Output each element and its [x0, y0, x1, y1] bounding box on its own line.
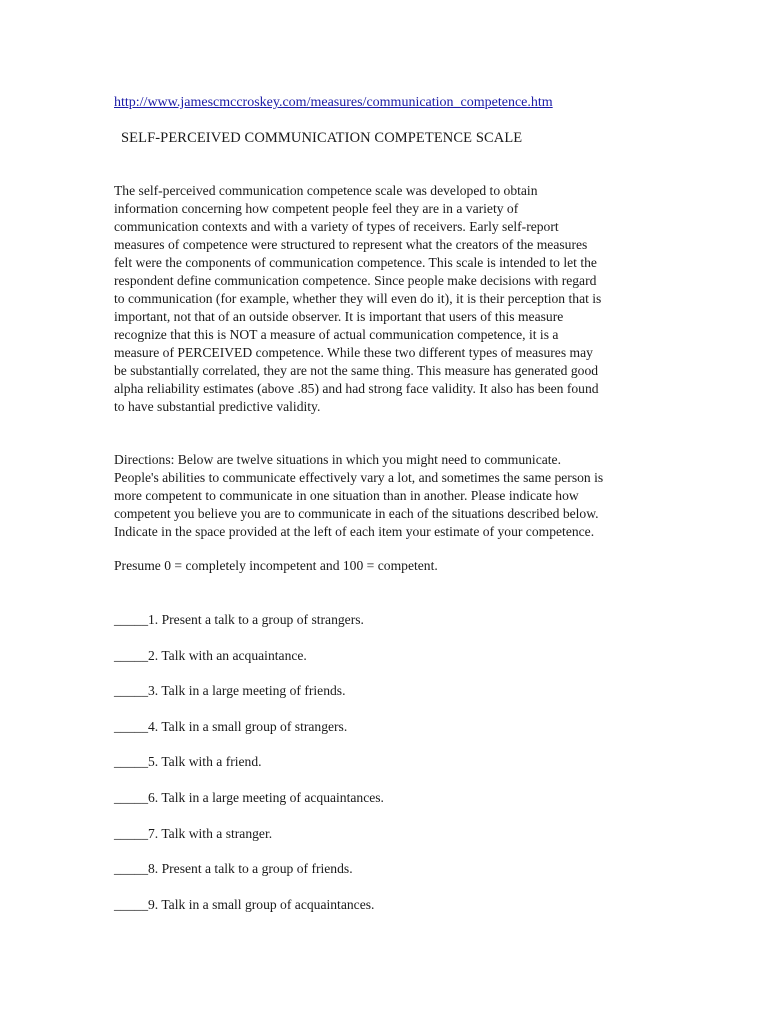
list-item: _____5. Talk with a friend.: [114, 754, 262, 770]
intro-line: alpha reliability estimates (above .85) and had strong face validity. It also has been found: [114, 381, 599, 396]
list-item: _____1. Present a talk to a group of strangers.: [114, 612, 364, 627]
intro-line: The self-perceived communication competence scale was developed to obtain: [114, 183, 538, 198]
directions-line: People's abilities to communicate effectively vary a lot, and sometimes the same person is: [114, 470, 604, 485]
directions-paragraph: [114, 451, 674, 541]
intro-line: to have substantial predictive validity.: [114, 399, 321, 414]
intro-line: to communication (for example, whether they will even do it), it is their perception that is: [114, 291, 602, 306]
intro-line: respondent define communication competence. Since people make decisions with regard: [114, 273, 597, 288]
directions-line: Indicate in the space provided at the left of each item your estimate of your competence.: [114, 524, 595, 539]
list-item: _____6. Talk in a large meeting of acquaintances.: [114, 789, 384, 805]
intro-line: communication contexts and with a variety of types of receivers. Early self-report: [114, 219, 559, 234]
directions-line: competent you believe you are to communicate in each of the situations described below.: [114, 506, 599, 521]
intro-line: information concerning how competent people feel they are in a variety of: [114, 201, 519, 216]
list-item: _____2. Talk with an acquaintance.: [114, 647, 307, 663]
directions-line: more competent to communicate in one situation than in another. Please indicate how: [114, 488, 579, 503]
list-item: _____9. Talk in a small group of acquaintances.: [114, 896, 375, 912]
intro-line: important, not that of an outside observer. It is important that users of this measure: [114, 309, 564, 324]
list-item: _____3. Talk in a large meeting of friends.: [114, 683, 346, 699]
document-title: SELF-PERCEIVED COMMUNICATION COMPETENCE SCALE: [121, 130, 523, 146]
intro-line: recognize that this is NOT a measure of actual communication competence, it is a: [114, 327, 559, 342]
intro-line: measures of competence were structured to represent what the creators of the measures: [114, 237, 588, 252]
source-url-link[interactable]: http://www.jamescmccroskey.com/measures/communication_competence.htm: [114, 95, 553, 110]
scale-instruction: Presume 0 = completely incompetent and 100 = competent.: [114, 558, 438, 573]
list-item: _____8. Present a talk to a group of friends.: [114, 861, 353, 877]
intro-line: felt were the components of communication competence. This scale is intended to let the: [114, 255, 597, 270]
list-item: _____7. Talk with a stranger.: [114, 825, 273, 841]
list-item: _____4. Talk in a small group of strangers.: [114, 718, 348, 734]
intro-paragraph: [114, 182, 674, 416]
intro-line: be substantially correlated, they are not the same thing. This measure has generated good: [114, 363, 599, 378]
situation-list: [114, 611, 384, 931]
directions-line: Directions: Below are twelve situations in which you might need to communicate.: [114, 452, 561, 467]
intro-line: measure of PERCEIVED competence. While these two different types of measures may: [114, 345, 593, 360]
